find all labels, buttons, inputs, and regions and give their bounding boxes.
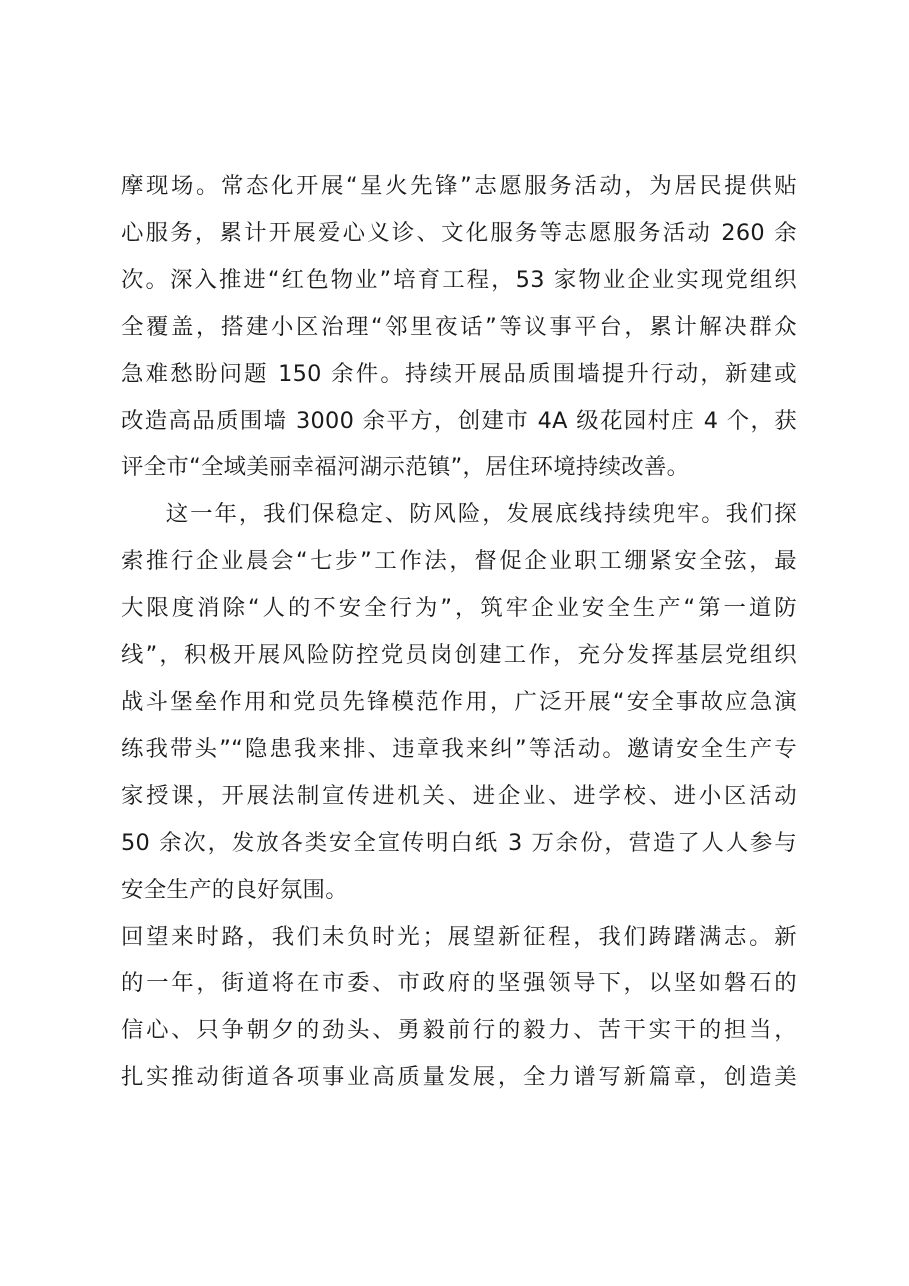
paragraph-line: 评全市“全域美丽幸福河湖示范镇”，居住环境持续改善。 — [121, 454, 690, 481]
paragraph-safety-stability — [121, 491, 797, 913]
paragraph-line: 这一年，我们保稳定、防风险，发展底线持续兜牢。我们探 — [165, 501, 797, 528]
paragraph-line: 扎实推动街道各项事业高质量发展，全力谱写新篇章，创造美 — [121, 1064, 797, 1091]
paragraph-community-services — [121, 163, 797, 491]
paragraph-line: 战斗堡垒作用和党员先锋模范作用，广泛开展“安全事故应急演 — [121, 688, 797, 715]
paragraph-line: 线”，积极开展风险防控党员岗创建工作，充分发挥基层党组织 — [121, 642, 797, 669]
paragraph-line: 的一年，街道将在市委、市政府的坚强领导下，以坚如磐石的 — [121, 970, 797, 997]
paragraph-line: 全覆盖，搭建小区治理“邻里夜话”等议事平台，累计解决群众 — [121, 313, 797, 340]
paragraph-line: 索推行企业晨会“七步”工作法，督促企业职工绷紧安全弦，最 — [121, 548, 797, 575]
paragraph-line: 大限度消除“人的不安全行为”，筑牢企业安全生产“第一道防 — [121, 595, 797, 622]
paragraph-line: 心服务，累计开展爱心义诊、文化服务等志愿服务活动 260 余 — [121, 219, 797, 246]
paragraph-line: 50 余次，发放各类安全宣传明白纸 3 万余份，营造了人人参与 — [121, 829, 797, 856]
paragraph-line: 改造高品质围墙 3000 余平方，创建市 4A 级花园村庄 4 个，获 — [121, 407, 797, 434]
paragraph-line: 安全生产的良好氛围。 — [121, 876, 348, 903]
paragraph-line: 家授课，开展法制宣传进机关、进企业、进学校、进小区活动 — [121, 782, 797, 809]
document-body — [121, 163, 797, 1101]
paragraph-line: 急难愁盼问题 150 余件。持续开展品质围墙提升行动，新建或 — [121, 360, 797, 387]
paragraph-outlook — [121, 914, 797, 1102]
paragraph-line: 摩现场。常态化开展“星火先锋”志愿服务活动，为居民提供贴 — [121, 173, 797, 199]
paragraph-line: 信心、只争朝夕的劲头、勇毅前行的毅力、苦干实干的担当， — [121, 1017, 797, 1044]
paragraph-line: 回望来时路，我们未负时光；展望新征程，我们踌躇满志。新 — [121, 923, 797, 950]
paragraph-line: 练我带头”“隐患我来排、违章我来纠”等活动。邀请安全生产专 — [121, 735, 797, 762]
paragraph-line: 次。深入推进“红色物业”培育工程，53 家物业企业实现党组织 — [121, 266, 797, 293]
